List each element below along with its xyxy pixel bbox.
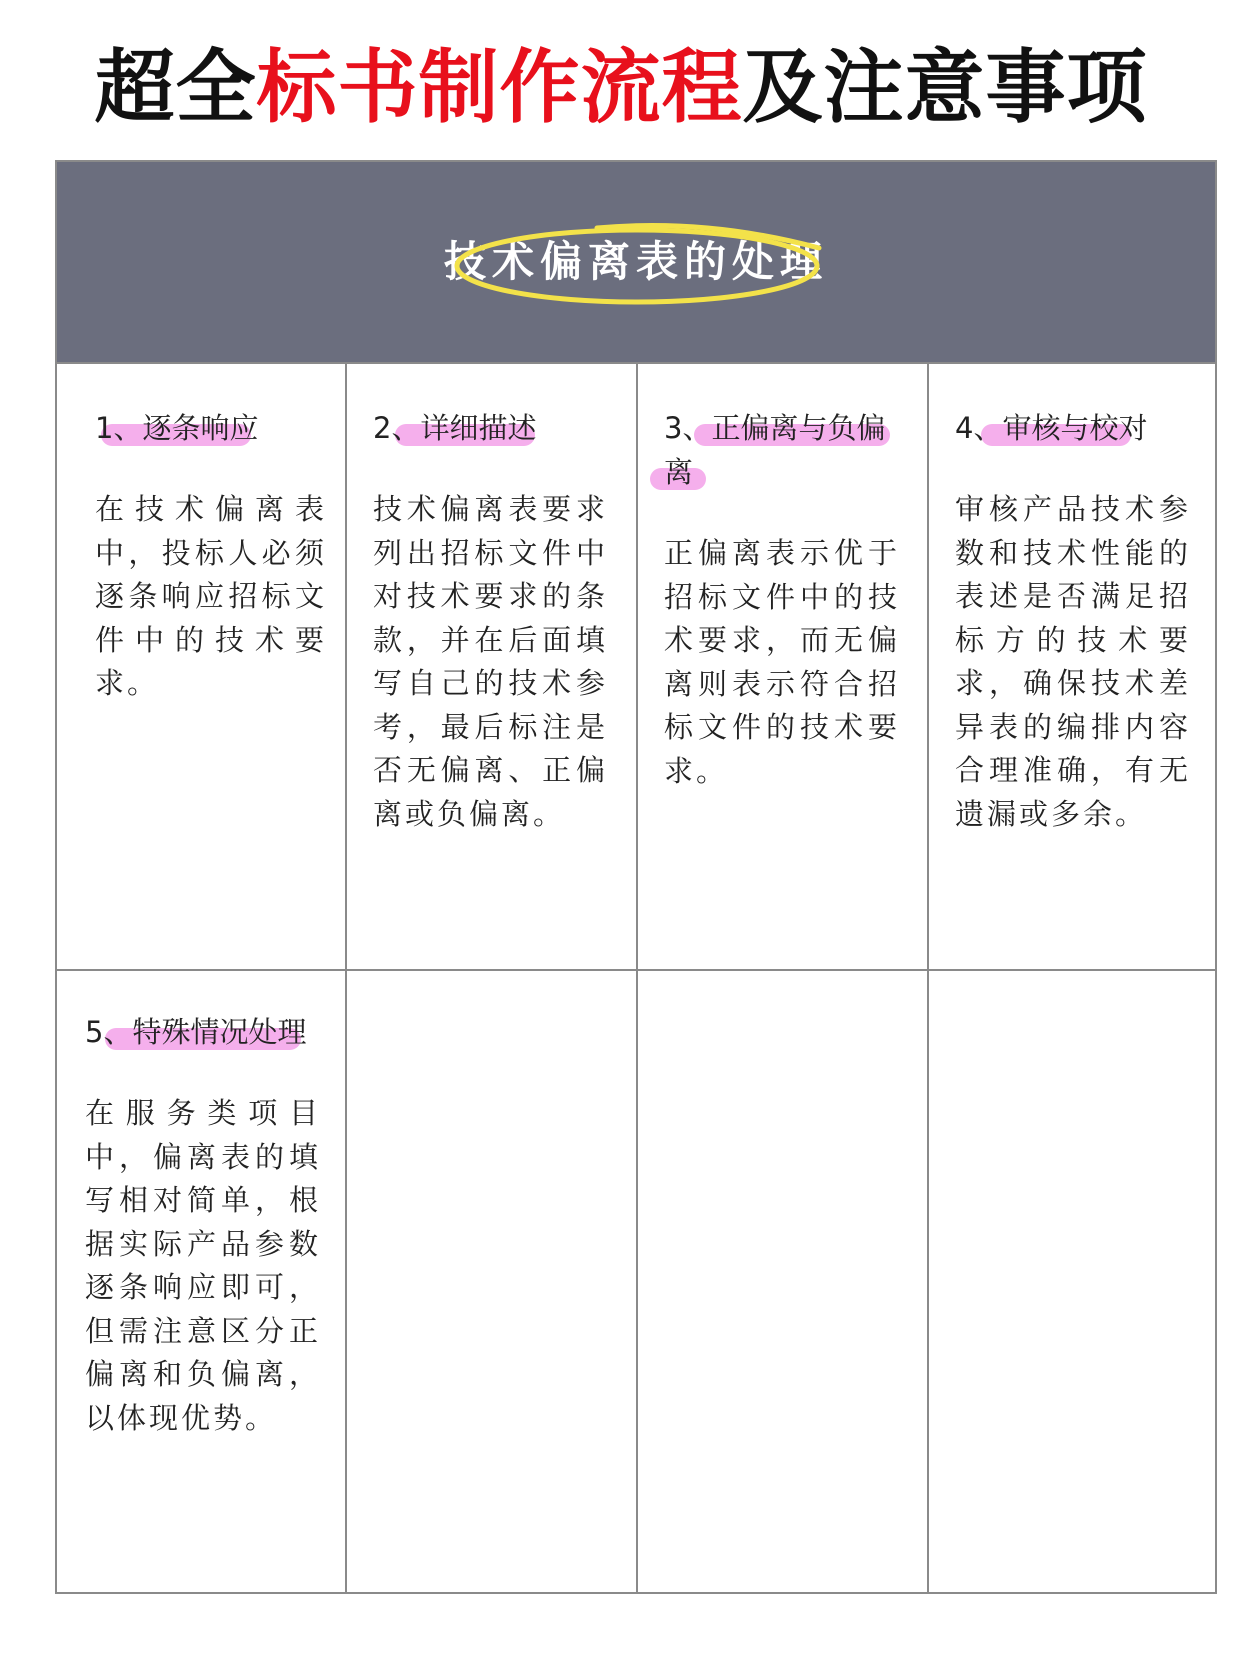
cell-heading xyxy=(373,406,536,450)
row-divider xyxy=(57,969,1215,971)
cell-body: 在技术偏离表中，投标人必须逐条响应招标文件中的技术要求。 xyxy=(95,492,327,700)
title-part-1: 超全 xyxy=(94,40,257,134)
cell-heading-text: 5、特殊情况处理 xyxy=(85,1015,307,1049)
table-cell-3 xyxy=(664,406,900,793)
cell-heading xyxy=(955,406,1147,450)
table-cell-2 xyxy=(373,406,608,836)
column-divider-1 xyxy=(345,362,347,1594)
cell-heading-text: 3、正偏离与负偏离 xyxy=(664,411,886,489)
column-divider-2 xyxy=(636,362,638,1594)
table-banner xyxy=(57,162,1215,364)
cell-heading xyxy=(85,1010,306,1054)
cell-body: 审核产品技术参数和技术性能的表述是否满足招标方的技术要求，确保技术差异表的编排内容合理准确，有无遗漏或多余。 xyxy=(955,492,1191,831)
cell-heading-text: 4、审核与校对 xyxy=(955,411,1148,445)
yellow-ring-marker xyxy=(447,212,837,312)
title-part-3: 及注意事项 xyxy=(742,40,1148,134)
cell-body: 正偏离表示优于招标文件中的技术要求，而无偏离则表示符合招标文件的技术要求。 xyxy=(664,536,900,788)
table-cell-4 xyxy=(955,406,1191,836)
banner-title: 技术偏离表的处理 xyxy=(443,237,828,286)
deviation-table xyxy=(55,160,1217,1594)
table-cell-5 xyxy=(85,1010,321,1440)
title-part-2-highlight: 标书制作流程 xyxy=(256,40,743,134)
cell-heading-text: 1、逐条响应 xyxy=(95,411,259,445)
page-title xyxy=(0,32,1242,142)
cell-body: 技术偏离表要求列出招标文件中对技术要求的条款，并在后面填写自己的技术参考，最后标注是否无偏离、正偏离或负偏离。 xyxy=(373,492,608,831)
cell-heading-text: 2、详细描述 xyxy=(373,411,537,445)
column-divider-3 xyxy=(927,362,929,1594)
cell-body: 在服务类项目中，偏离表的填写相对简单，根据实际产品参数逐条响应即可，但需注意区分正偏离和负偏离，以体现优势。 xyxy=(85,1096,321,1435)
table-cell-1 xyxy=(95,406,327,706)
cell-heading xyxy=(664,406,900,494)
cell-heading xyxy=(95,406,258,450)
